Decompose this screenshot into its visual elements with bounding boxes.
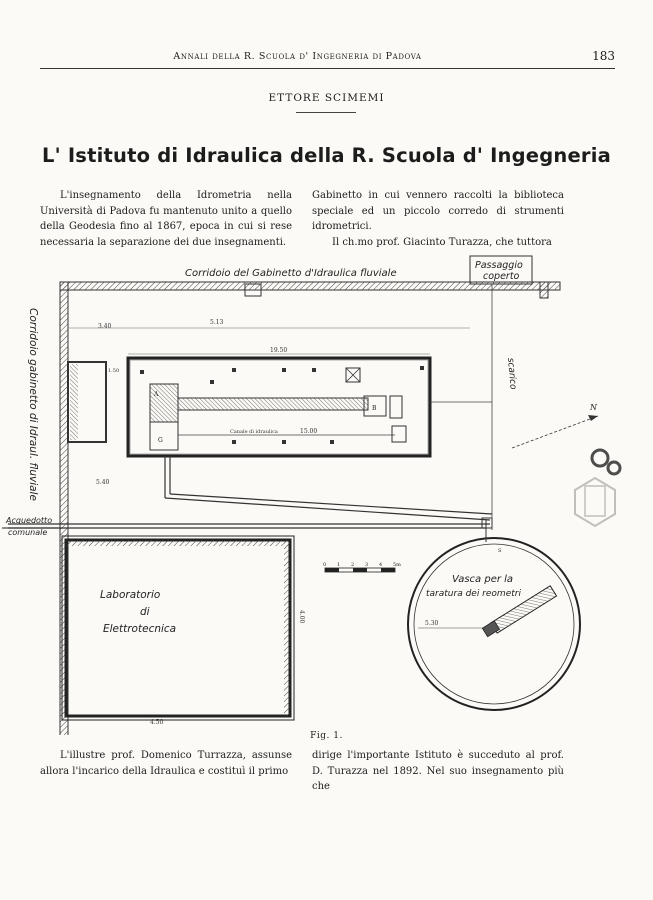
scale-tick: 1 <box>337 562 341 568</box>
running-head <box>40 48 615 69</box>
passage-label-1: Passaggio <box>475 260 523 271</box>
scale-tick: 5m <box>393 562 401 568</box>
north-label: N <box>590 403 597 412</box>
scale-bar <box>323 562 401 572</box>
page-number: 183 <box>592 49 615 63</box>
library-stamp-dark <box>592 450 620 474</box>
text-column-right-bottom <box>312 748 564 795</box>
hydraulic-channel <box>178 398 368 410</box>
dim-400: 4.00 <box>298 610 305 624</box>
author-rule <box>296 112 356 113</box>
corridor-left-label: Corridoio gabinetto di Idraul. fluviale <box>27 308 39 501</box>
paragraph: Il ch.mo prof. Giacinto Turazza, che tuttora <box>332 236 552 248</box>
scale-tick: 4 <box>379 562 383 568</box>
author: ETTORE SCIMEMI <box>268 92 385 104</box>
label-a: A <box>154 391 159 398</box>
dim-1950: 19.50 <box>270 347 288 354</box>
electrotech-lab <box>62 536 294 720</box>
running-title: Annali della R. Scuola d' Ingegneria di Padova <box>173 51 422 62</box>
lab-label-3: Elettrotecnica <box>103 623 177 635</box>
wall-right-stub <box>540 282 548 298</box>
article-title: L' Istituto di Idraulica della R. Scuola d' Ingegneria <box>42 144 611 167</box>
text-column-right-top <box>312 188 564 250</box>
floor-plan-figure <box>0 250 653 735</box>
dim-513: 5.13 <box>210 319 224 326</box>
dim-150: 1.50 <box>108 368 120 374</box>
label-g: G <box>158 437 163 444</box>
paragraph: dirige l'importante Istituto è succeduto al prof. D. Turazza nel 1892. Nel suo insegnamento più che <box>312 750 564 792</box>
text-column-left-bottom <box>40 748 292 779</box>
corridor-top-label: Corridoio del Gabinetto d'Idraulica fluviale <box>185 268 397 279</box>
aqueduct-label-1: Acquedotto <box>6 516 53 525</box>
library-stamp <box>575 478 615 526</box>
figure-caption: Fig. 1. <box>310 731 343 741</box>
dim-450: 4.50 <box>150 719 164 726</box>
scale-tick: 3 <box>365 562 369 568</box>
lab-label-1: Laboratorio <box>100 589 161 601</box>
dim-530: 5.30 <box>425 620 439 627</box>
lab-label-2: di <box>140 606 150 618</box>
scale-tick: 0 <box>323 562 327 568</box>
channel-label: Canale di idraulica <box>230 429 278 435</box>
tank-label-1: Vasca per la <box>452 574 514 585</box>
label-b: B <box>372 405 377 412</box>
passage-label-2: coperto <box>483 271 520 282</box>
tank-label-2: taratura dei reometri <box>426 589 521 599</box>
dim-340: 3.40 <box>98 323 112 330</box>
paragraph: L'illustre prof. Domenico Turrazza, assunse allora l'incarico della Idraulica e costituì il primo <box>40 750 292 777</box>
channel-length: 15.00 <box>300 428 318 435</box>
label-s: S <box>498 548 502 554</box>
scale-tick: 2 <box>351 562 355 568</box>
dim-540: 5.40 <box>96 479 110 486</box>
paragraph: L'insegnamento della Idrometria nella Università di Padova fu mantenuto unito a quello della Geodesia fino al 1867, epoca in cui si rese necessaria la separazione dei due insegnamenti. <box>40 190 292 248</box>
text-column-left-top <box>40 188 292 250</box>
wall-top <box>60 282 560 290</box>
paragraph: Gabinetto in cui vennero raccolti la biblioteca speciale ed un piccolo corredo di strumenti idrometrici. <box>312 190 564 232</box>
drain-label: scarico <box>505 357 518 390</box>
aqueduct-label-2: comunale <box>8 528 48 537</box>
